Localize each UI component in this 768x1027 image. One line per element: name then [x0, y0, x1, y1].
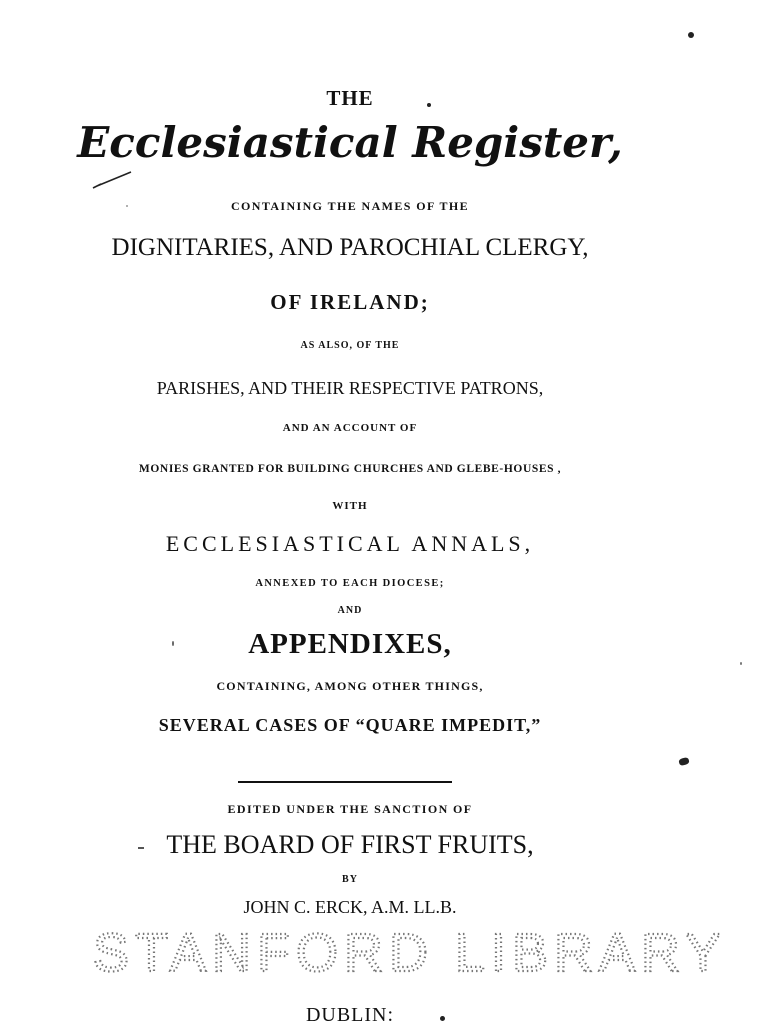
library-stamp — [92, 915, 728, 983]
ink-speck — [440, 1016, 445, 1021]
edited-line: EDITED UNDER THE SANCTION OF — [227, 802, 473, 816]
ink-blot — [678, 757, 689, 766]
parishes-line: PARISHES, AND THEIR RESPECTIVE PATRONS, — [156, 378, 544, 398]
ink-speck — [740, 662, 742, 665]
horizontal-rule — [238, 781, 452, 783]
and-account-line: AND AN ACCOUNT OF — [282, 422, 418, 434]
main-title: Ecclesiastical Register, — [77, 118, 623, 167]
stamp-text: STANFORD LIBRARY — [92, 923, 728, 983]
monies-line: MONIES GRANTED FOR BUILDING CHURCHES AND GLEBE-HOUSES , — [138, 463, 562, 475]
of-ireland-line: OF IRELAND; — [270, 290, 430, 314]
by-line: BY — [342, 874, 358, 885]
author-line: JOHN C. ERCK, A.M. LL.B. — [243, 897, 457, 917]
annexed-line: ANNEXED TO EACH DIOCESE; — [255, 578, 445, 589]
ink-speck — [688, 32, 694, 38]
appendixes-line: APPENDIXES, — [248, 628, 452, 660]
and-line: AND — [337, 605, 363, 616]
board-line: THE BOARD OF FIRST FRUITS, — [166, 830, 534, 859]
dignitaries-line: DIGNITARIES, AND PAROCHIAL CLERGY, — [111, 234, 589, 261]
with-line: WITH — [332, 500, 368, 512]
containing-names-line: CONTAINING THE NAMES OF THE — [230, 199, 470, 213]
quare-impedit-line: SEVERAL CASES OF “QUARE IMPEDIT,” — [158, 715, 542, 735]
ink-speck — [172, 641, 174, 646]
title-the: THE — [326, 86, 374, 110]
annals-line: ECCLESIASTICAL ANNALS, — [165, 531, 535, 556]
as-also-line: AS ALSO, OF THE — [300, 340, 400, 351]
ink-dash — [138, 847, 144, 849]
dublin-line: DUBLIN: — [305, 1004, 395, 1026]
ink-speck — [427, 103, 431, 107]
containing-among-line: CONTAINING, AMONG OTHER THINGS, — [216, 679, 484, 693]
pencil-tick-mark — [91, 170, 133, 192]
ink-speck — [126, 205, 128, 207]
